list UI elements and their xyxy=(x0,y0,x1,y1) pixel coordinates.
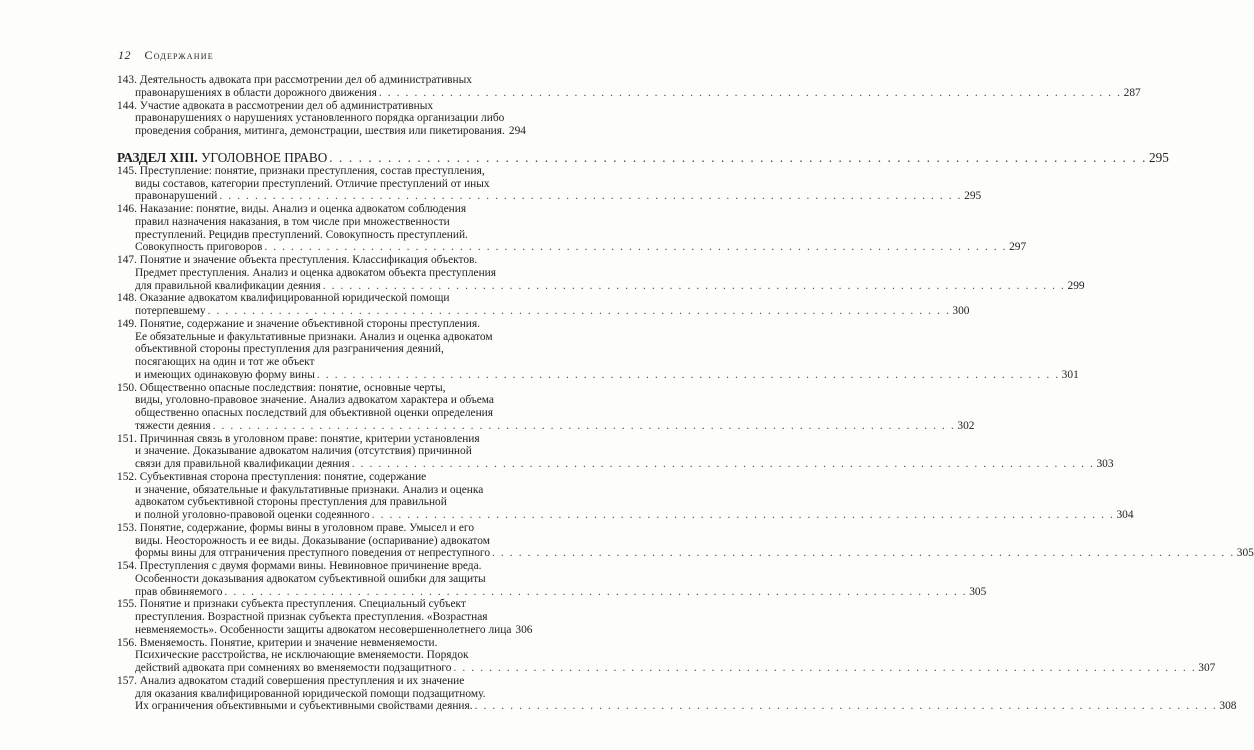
toc-entry-line: 151. Причинная связь в уголовном праве: понятие, критерии установления xyxy=(117,432,480,445)
toc-entry[interactable] xyxy=(117,381,975,433)
section-label: РАЗДЕЛ XIII. xyxy=(117,149,198,165)
toc-entry-text: Их ограничения объективными и субъективными свойствами деяния. xyxy=(135,700,473,713)
toc-entry-line: 156. Вменяемость. Понятие, критерии и значение невменяемости. xyxy=(117,636,438,649)
toc-page-number: 295 xyxy=(1149,149,1169,165)
toc-page-number: 308 xyxy=(1219,700,1237,713)
toc-entry-line: посягающих на один и тот же объект xyxy=(135,356,315,368)
toc-entry-text: правонарушений xyxy=(135,190,218,203)
toc-entry-line: 152. Субъективная сторона преступления: понятие, содержание xyxy=(117,470,427,483)
toc-entry[interactable] xyxy=(117,674,1237,713)
toc-entry-line: преступления. Возрастной признак субъекта преступления. «Возрастная xyxy=(135,611,488,623)
dot-leader: . . . . . . . . . . . . . . . . . . . . . . . . . . . . . . . . . . . . . . . . . . . . . . . . . . . . . . . . . . . . . . . . . . . . . . . . . . . . . . . . . . . . xyxy=(351,458,1095,470)
toc-entry-line: 144. Участие адвоката в рассмотрении дел об административных xyxy=(117,99,434,112)
table-of-contents xyxy=(117,74,1254,713)
toc-entry-last-line xyxy=(117,623,533,637)
toc-entry-last-line xyxy=(117,241,1027,254)
dot-leader: . . . . . . . . . . . . . . . . . . . . . . . . . . . . . . . . . . . . . . . . . . . . . . . . . . . . . . . . . . . . . . . . . . . . . . . . . . . . . . . . . . . . xyxy=(207,305,951,317)
toc-entry-last-line xyxy=(117,125,526,138)
toc-entry-last-line xyxy=(117,700,1237,713)
toc-entry-line: 146. Наказание: понятие, виды. Анализ и оценка адвокатом соблюдения xyxy=(117,203,467,215)
toc-entry-line: общественно опасных последствий для объективной оценки определения xyxy=(135,407,494,419)
toc-entry-line: виды, уголовно-правовое значение. Анализ адвокатом характера и объема xyxy=(135,394,494,407)
toc-entry-text: и полной уголовно-правовой оценки содеянного xyxy=(135,509,370,521)
toc-entry-text: для правильной квалификации деяния xyxy=(135,279,321,292)
toc-entry-text: невменяемость». Особенности защиты адвокатом несовершеннолетнего лица xyxy=(135,623,512,636)
toc-entry-line: 155. Понятие и признаки субъекта преступления. Специальный субъект xyxy=(117,598,466,611)
toc-entry-last-line xyxy=(117,305,970,318)
toc-entry[interactable] xyxy=(117,560,987,598)
toc-entry-line: объективной стороны преступления для разграничения деяний, xyxy=(135,343,444,356)
toc-entry-line: адвокатом субъективной стороны преступления для правильной xyxy=(135,496,447,509)
toc-entry-last-line xyxy=(117,547,1254,560)
toc-entry-text: прав обвиняемого xyxy=(135,585,223,598)
dot-leader: . . . . . . . . . . . . . . . . . . . . . . . . . . . . . . . . . . . . . . . . . . . . . . . . . . . . . . . . . . . . . . . . . . . . . . . . . . . . . . . . . . . . xyxy=(474,700,1218,713)
toc-entry-text: и имеющих одинаковую форму вины xyxy=(135,368,315,381)
toc-page-number: 294 xyxy=(508,125,526,137)
toc-entry-line: 148. Оказание адвокатом квалифицированной юридической помощи xyxy=(117,292,450,305)
toc-entry-line: 147. Понятие и значение объекта преступления. Классификация объектов. xyxy=(117,254,478,266)
dot-leader: . . . . . . . . . . . . . . . . . . . . . . . . . . . . . . . . . . . . . . . . . . . . . . . . . . . . . . . . . . . . . . . . . . . . . . . . . . . . . . . . . . . . xyxy=(329,149,1148,165)
toc-entry-last-line xyxy=(117,585,987,599)
toc-entry-line: 154. Преступления с двумя формами вины. Невиновное причинение вреда. xyxy=(117,560,482,572)
section-heading[interactable] xyxy=(117,149,1169,165)
toc-entry[interactable] xyxy=(117,317,1079,382)
toc-page-number: 306 xyxy=(515,623,533,636)
section-spacer xyxy=(117,138,515,150)
toc-page-number: 307 xyxy=(1198,662,1216,674)
toc-entry-text: проведения собрания, митинга, демонстрации, шествия или пикетирования. xyxy=(135,125,505,137)
toc-entry[interactable] xyxy=(117,636,1216,675)
toc-entry-line: Предмет преступления. Анализ и оценка адвокатом объекта преступления xyxy=(135,266,497,279)
dot-leader: . . . . . . . . . . . . . . . . . . . . . . . . . . . . . . . . . . . . . . . . . . . . . . . . . . . . . . . . . . . . . . . . . . . . . . . . . . . . . . . . . . . . xyxy=(224,585,968,598)
toc-entry[interactable] xyxy=(117,99,526,138)
toc-entry-line: Психические расстройства, не исключающие вменяемости. Порядок xyxy=(135,649,469,662)
toc-page-number: 300 xyxy=(952,305,970,317)
toc-entry-last-line xyxy=(117,190,982,203)
toc-entry-line: 150. Общественно опасные последствия: понятие, основные черты, xyxy=(117,381,446,394)
toc-entry-line: 143. Деятельность адвоката при рассмотрении дел об административных xyxy=(117,74,472,86)
toc-entry-line: 153. Понятие, содержание, формы вины в уголовном праве. Умысел и его xyxy=(117,521,475,534)
toc-entry-text: Совокупность приговоров xyxy=(135,241,263,254)
toc-page-number: 303 xyxy=(1096,458,1114,470)
dot-leader: . . . . . . . . . . . . . . . . . . . . . . . . . . . . . . . . . . . . . . . . . . . . . . . . . . . . . . . . . . . . . . . . . . . . . . . . . . . . . . . . . . . . xyxy=(316,368,1060,381)
toc-entry-text: формы вины для отграничения преступного поведения от непреступного xyxy=(135,547,491,560)
dot-leader: . . . . . . . . . . . . . . . . . . . . . . . . . . . . . . . . . . . . . . . . . . . . . . . . . . . . . . . . . . . . . . . . . . . . . . . . . . . . . . . . . . . . xyxy=(322,279,1066,292)
running-title: Содержание xyxy=(144,48,214,62)
toc-entry-line: преступлений. Рецидив преступлений. Совокупность преступлений. xyxy=(135,228,468,241)
toc-entry-text: правонарушениях в области дорожного движения xyxy=(135,86,377,99)
toc-entry[interactable] xyxy=(117,470,1134,522)
toc-entry-line: правил назначения наказания, в том числе при множественности xyxy=(135,215,450,228)
toc-entry[interactable] xyxy=(117,432,1114,471)
toc-entry[interactable] xyxy=(117,598,533,636)
toc-entry-line: для оказания квалифицированной юридической помощи подзащитному. xyxy=(135,687,486,700)
toc-entry-text: тяжести деяния xyxy=(135,419,211,432)
dot-leader: . . . . . . . . . . . . . . . . . . . . . . . . . . . . . . . . . . . . . . . . . . . . . . . . . . . . . . . . . . . . . . . . . . . . . . . . . . . . . . . . . . . . xyxy=(264,241,1008,254)
toc-entry[interactable] xyxy=(117,164,982,203)
toc-page-number: 295 xyxy=(964,190,982,203)
dot-leader: . . . . . . . . . . . . . . . . . . . . . . . . . . . . . . . . . . . . . . . . . . . . . . . . . . . . . . . . . . . . . . . . . . . . . . . . . . . . . . . . . . . . xyxy=(212,419,956,432)
toc-entry-last-line xyxy=(117,662,1216,675)
dot-leader: . . . . . . . . . . . . . . . . . . . . . . . . . . . . . . . . . . . . . . . . . . . . . . . . . . . . . . . . . . . . . . . . . . . . . . . . . . . . . . . . . . . . xyxy=(492,547,1235,560)
section-title: УГОЛОВНОЕ ПРАВО xyxy=(201,149,328,165)
toc-entry[interactable] xyxy=(117,254,1085,292)
toc-entry-last-line xyxy=(117,368,1079,382)
toc-entry[interactable] xyxy=(117,74,1141,100)
toc-entry-line: и значение. Доказывание адвокатом наличия (отсутствия) причинной xyxy=(135,445,472,458)
dot-leader: . . . . . . . . . . . . . . . . . . . . . . . . . . . . . . . . . . . . . . . . . . . . . . . . . . . . . . . . . . . . . . . . . . . . . . . . . . . . . . . . . . . . xyxy=(371,509,1115,521)
toc-entry[interactable] xyxy=(117,521,1254,560)
toc-page-number: 305 xyxy=(969,585,987,598)
toc-page-number: 297 xyxy=(1009,241,1027,254)
toc-entry-last-line xyxy=(117,509,1134,522)
toc-entry-line: 145. Преступление: понятие, признаки преступления, состав преступления, xyxy=(117,164,485,177)
toc-entry-last-line xyxy=(117,419,975,433)
toc-entry-last-line xyxy=(117,279,1085,293)
toc-entry-line: 157. Анализ адвокатом стадий совершения преступления и их значение xyxy=(117,674,465,687)
toc-entry-last-line xyxy=(117,86,1141,100)
dot-leader: . . . . . . . . . . . . . . . . . . . . . . . . . . . . . . . . . . . . . . . . . . . . . . . . . . . . . . . . . . . . . . . . . . . . . . . . . . . . . . . . . . . . xyxy=(453,662,1197,674)
toc-entry-line: виды составов, категории преступлений. Отличие преступлений от иных xyxy=(135,177,490,190)
toc-entry-line: правонарушениях о нарушениях установленного порядка организации либо xyxy=(135,112,505,125)
toc-entry-text: потерпевшему xyxy=(135,305,206,317)
toc-page-number: 305 xyxy=(1236,547,1254,560)
dot-leader: . . . . . . . . . . . . . . . . . . . . . . . . . . . . . . . . . . . . . . . . . . . . . . . . . . . . . . . . . . . . . . . . . . . . . . . . . . . . . . . . . . . . xyxy=(378,86,1122,99)
toc-page-number: 299 xyxy=(1067,279,1085,292)
toc-entry-text: связи для правильной квалификации деяния xyxy=(135,458,350,470)
section-heading-line xyxy=(117,149,1169,165)
toc-entry-line: и значение, обязательные и факультативные признаки. Анализ и оценка xyxy=(135,483,484,496)
toc-page-number: 304 xyxy=(1116,509,1134,521)
toc-entry[interactable] xyxy=(117,203,1027,254)
toc-entry-last-line xyxy=(117,458,1114,471)
page-header xyxy=(118,48,214,63)
toc-page-number: 301 xyxy=(1061,368,1079,381)
toc-entry-line: Ее обязательные и факультативные признаки. Анализ и оценка адвокатом xyxy=(135,330,493,343)
toc-page-number: 287 xyxy=(1123,86,1141,99)
toc-entry-line: виды. Неосторожность и ее виды. Доказывание (оспаривание) адвокатом xyxy=(135,534,490,547)
toc-entry-line: 149. Понятие, содержание и значение объективной стороны преступления. xyxy=(117,317,480,330)
toc-entry-line: Особенности доказывания адвокатом субъективной ошибки для защиты xyxy=(135,572,486,585)
section-heading-text xyxy=(117,150,327,165)
toc-entry[interactable] xyxy=(117,292,970,318)
page-number: 12 xyxy=(118,48,131,62)
dot-leader: . . . . . . . . . . . . . . . . . . . . . . . . . . . . . . . . . . . . . . . . . . . . . . . . . . . . . . . . . . . . . . . . . . . . . . . . . . . . . . . . . . . . xyxy=(219,190,963,203)
toc-entry-text: действий адвоката при сомнениях во вменяемости подзащитного xyxy=(135,662,452,674)
toc-page-number: 302 xyxy=(957,419,975,432)
